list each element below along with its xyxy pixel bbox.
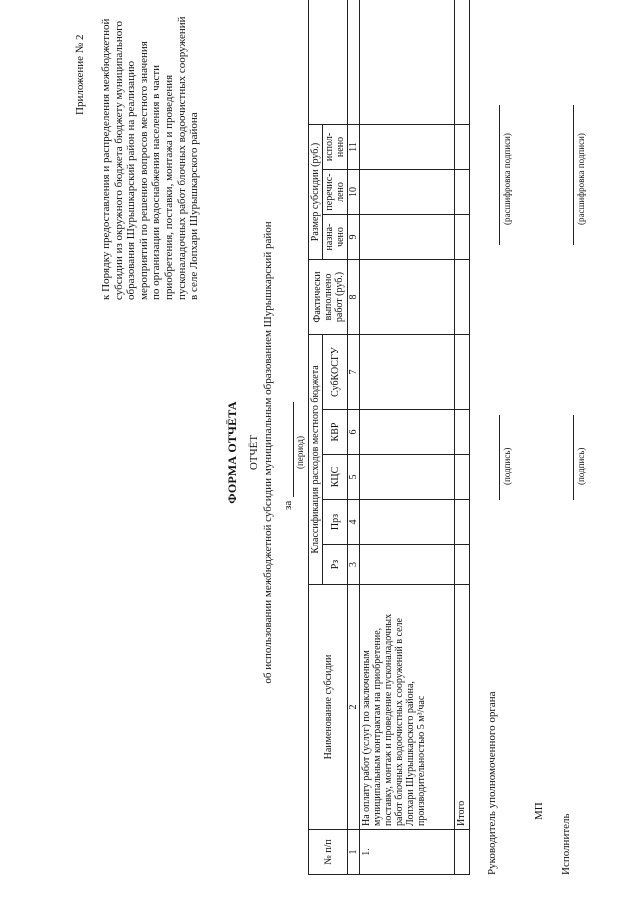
annex-title: Приложение № 2 bbox=[74, 34, 86, 115]
empty-cell bbox=[360, 335, 455, 410]
head-signature-line bbox=[498, 415, 500, 500]
total-label: Итого bbox=[455, 585, 470, 830]
head-decode-line bbox=[498, 105, 500, 245]
header-subkosgu: СубКОСГУ bbox=[323, 335, 348, 410]
row-num: 1. bbox=[360, 830, 455, 875]
header-classification: Классификация расходов местного бюджета bbox=[309, 335, 323, 585]
column-number: 10 bbox=[348, 170, 360, 215]
executor-signature-note: (подпись) bbox=[576, 447, 586, 485]
empty-cell bbox=[360, 455, 455, 500]
header-blank bbox=[309, 0, 348, 124]
column-number: 11 bbox=[348, 124, 360, 169]
column-number: 8 bbox=[348, 260, 360, 335]
head-label: Руководитель уполномоченного органа bbox=[486, 691, 498, 875]
annex-line: субсидии из окружного бюджета бюджету муниципального bbox=[112, 21, 125, 300]
empty-cell bbox=[455, 500, 470, 545]
column-number: 2 bbox=[348, 585, 360, 830]
head-signature-note: (подпись) bbox=[502, 447, 512, 485]
column-number: 7 bbox=[348, 335, 360, 410]
column-number: 9 bbox=[348, 215, 360, 260]
empty-cell bbox=[455, 410, 470, 455]
executor-label: Исполнитель bbox=[560, 813, 572, 875]
annex-line: по организации водоснабжения населения в части bbox=[150, 64, 163, 300]
empty-cell bbox=[455, 545, 470, 585]
header-assigned: назна-чено bbox=[323, 215, 348, 260]
table-row bbox=[360, 0, 455, 875]
column-number: 5 bbox=[348, 455, 360, 500]
annex-line: в селе Лопхари Шурышкарского района bbox=[188, 112, 201, 300]
annex-line: к Порядку предоставления и распределения межбюджетной bbox=[100, 18, 112, 300]
form-title: ФОРМА ОТЧЁТА bbox=[225, 401, 239, 504]
executor-decode-line bbox=[572, 105, 574, 245]
period-prefix: за bbox=[282, 500, 294, 510]
column-number: 6 bbox=[348, 410, 360, 455]
empty-cell bbox=[360, 500, 455, 545]
column-number: 4 bbox=[348, 500, 360, 545]
period-blank bbox=[283, 402, 294, 497]
header-rz: Рз bbox=[323, 545, 348, 585]
header-num: № п/п bbox=[309, 830, 348, 875]
row-name: На оплату работ (услуг) по заключенным муниципальным контрактам на приобретение, поставку, монтаж и проведение пусконаладочных работ блочных водоочистных сооружений в селе Лопхари Шурышкарского района, производительностью 5 м³/час bbox=[360, 585, 455, 830]
empty-cell bbox=[360, 545, 455, 585]
executor-decode-note: (расшифровка подписи) bbox=[576, 133, 586, 225]
header-executed: испол-нено bbox=[323, 124, 348, 169]
header-actual: Фактически выполнено работ (руб.) bbox=[309, 260, 348, 335]
annex-text bbox=[100, 15, 201, 300]
report-subtitle: об использовании межбюджетной субсидии муниципальным образованием Шурышкарский район bbox=[262, 221, 274, 684]
header-prz: Прз bbox=[323, 500, 348, 545]
empty-cell bbox=[360, 0, 455, 124]
header-kvr: КВР bbox=[323, 410, 348, 455]
column-number: 3 bbox=[348, 545, 360, 585]
mp-label: МП bbox=[533, 802, 545, 820]
empty-cell bbox=[455, 124, 470, 169]
report-table bbox=[308, 0, 470, 875]
head-decode-note: (расшифровка подписи) bbox=[502, 133, 512, 225]
empty-cell bbox=[455, 260, 470, 335]
report-heading: ОТЧЁТ bbox=[248, 434, 260, 471]
annex-line: мероприятий по решению вопросов местного значения bbox=[137, 41, 150, 300]
empty-cell bbox=[360, 124, 455, 169]
empty-cell bbox=[455, 215, 470, 260]
header-kcs: КЦС bbox=[323, 455, 348, 500]
annex-line: образования Шурышкарский район на реализацию bbox=[125, 60, 138, 300]
empty-cell bbox=[348, 0, 360, 124]
empty-cell bbox=[455, 170, 470, 215]
empty-cell bbox=[455, 455, 470, 500]
empty-cell bbox=[360, 170, 455, 215]
empty-cell bbox=[455, 335, 470, 410]
annex-line: пусконаладочных работ блочных водоочистных сооружений bbox=[175, 16, 188, 300]
empty-cell bbox=[360, 215, 455, 260]
column-number: 1 bbox=[348, 830, 360, 875]
header-name: Наименование субсидии bbox=[309, 585, 348, 830]
executor-signature-line bbox=[572, 415, 574, 500]
period-line bbox=[282, 402, 294, 510]
period-note: (период) bbox=[295, 436, 305, 469]
header-subsidy: Размер субсидии (руб.) bbox=[309, 124, 323, 259]
empty-cell bbox=[455, 830, 470, 875]
header-transferred: перечис-лено bbox=[323, 170, 348, 215]
empty-cell bbox=[455, 0, 470, 124]
empty-cell bbox=[360, 260, 455, 335]
empty-cell bbox=[360, 410, 455, 455]
annex-line: приобретения, поставки, монтажа и проведения bbox=[162, 74, 175, 300]
total-row bbox=[455, 0, 470, 875]
